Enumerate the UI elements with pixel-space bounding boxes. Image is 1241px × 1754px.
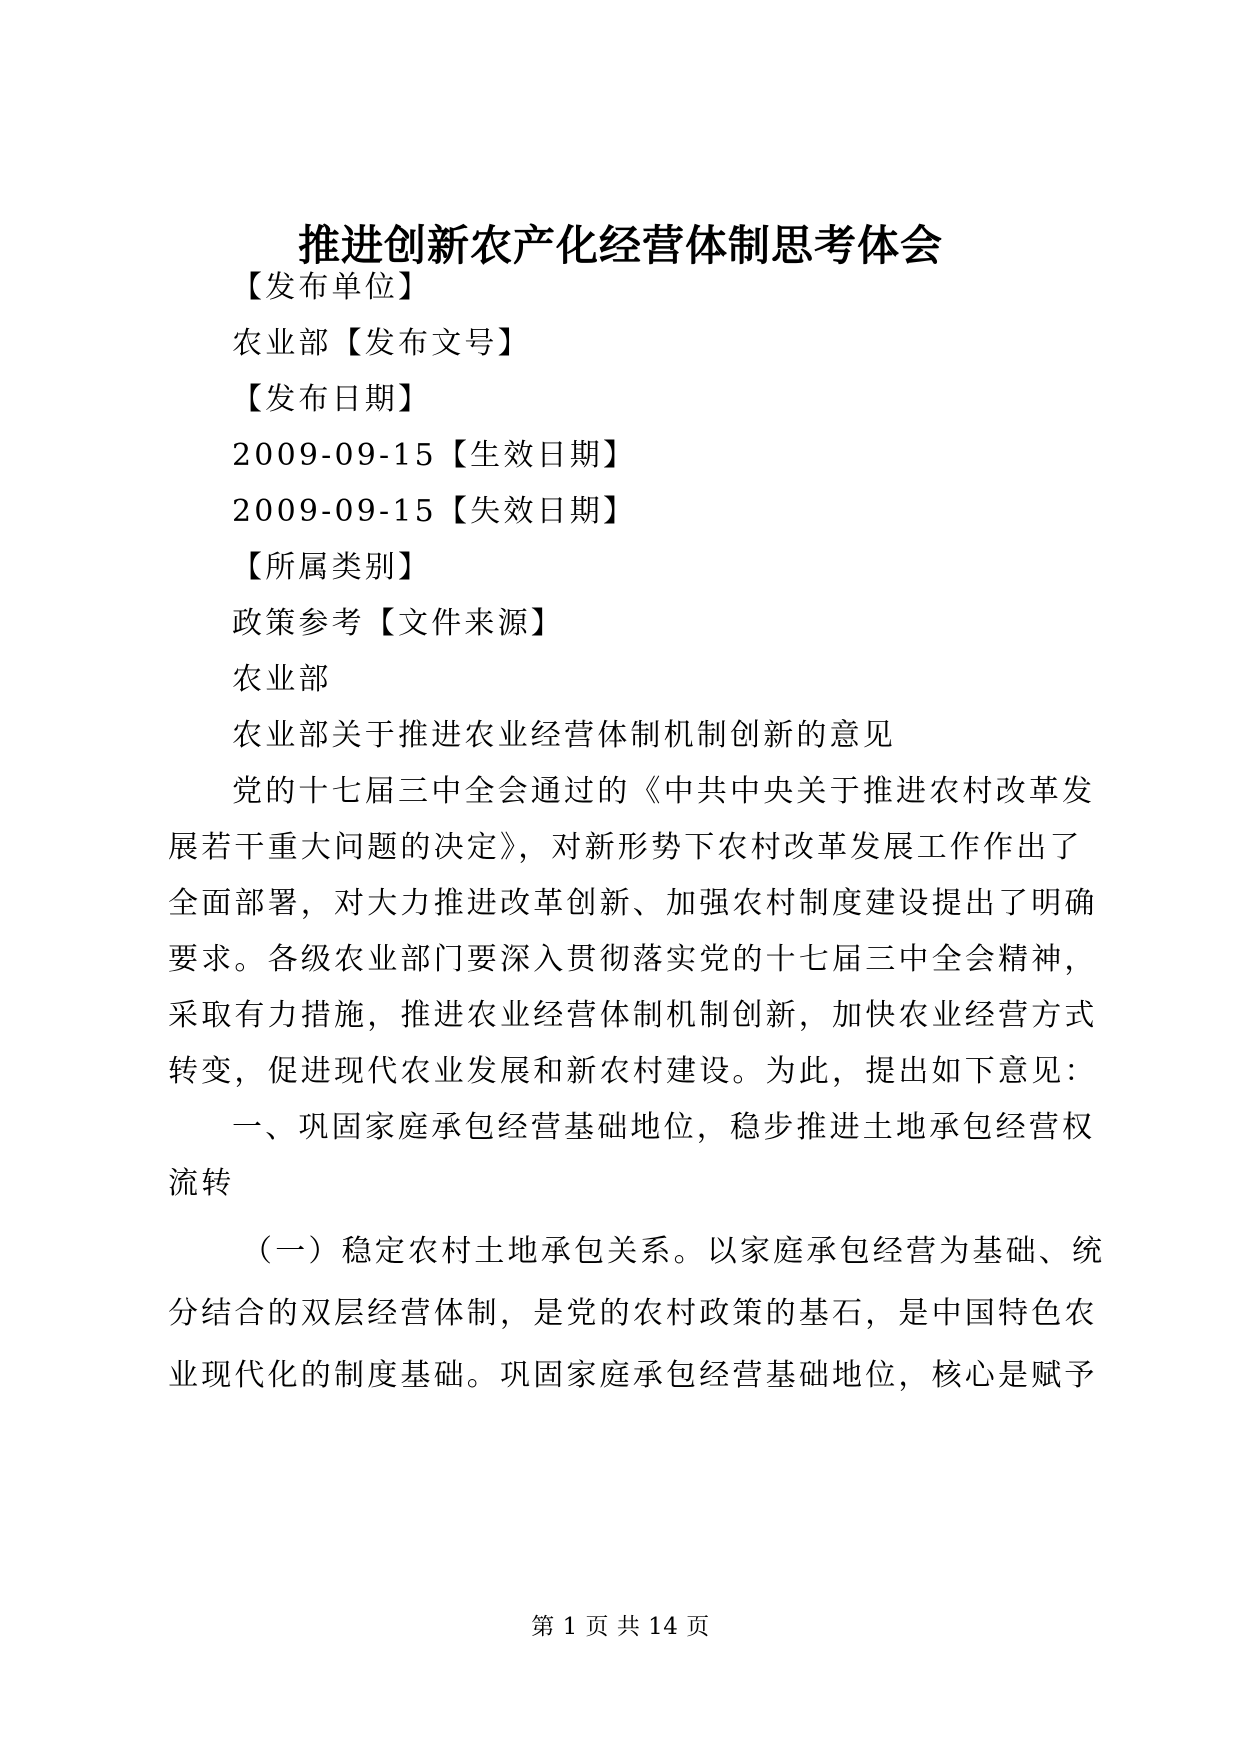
meta-category-source: 政策参考【文件来源】 bbox=[232, 606, 564, 641]
paragraph-line: 要求。各级农业部门要深入贯彻落实党的十七届三中全会精神， bbox=[168, 942, 1098, 977]
paragraph-line: 转变，促进现代农业发展和新农村建设。为此，提出如下意见： bbox=[168, 1054, 1098, 1089]
paragraph-line: 采取有力措施，推进农业经营体制机制创新，加快农业经营方式 bbox=[168, 998, 1098, 1033]
paragraph-line: 党的十七届三中全会通过的《中共中央关于推进农村改革发 bbox=[232, 774, 1096, 809]
page-number-footer: 第 1 页 共 14 页 bbox=[531, 1614, 710, 1640]
meta-source-value: 农业部 bbox=[232, 662, 332, 697]
document-title: 推进创新农产化经营体制思考体会 bbox=[297, 221, 943, 270]
section-heading-line: 流转 bbox=[168, 1166, 235, 1201]
paragraph-line: 分结合的双层经营体制，是党的农村政策的基石，是中国特色农 bbox=[168, 1296, 1098, 1331]
meta-category-label: 【所属类别】 bbox=[232, 550, 432, 585]
meta-expiry-date: 2009-09-15【失效日期】 bbox=[232, 494, 637, 529]
paragraph-line: 全面部署，对大力推进改革创新、加强农村制度建设提出了明确 bbox=[168, 886, 1098, 921]
meta-effective-date: 2009-09-15【生效日期】 bbox=[232, 438, 637, 473]
section-heading-line: 一、巩固家庭承包经营基础地位，稳步推进土地承包经营权 bbox=[232, 1110, 1096, 1145]
document-subject: 农业部关于推进农业经营体制机制创新的意见 bbox=[232, 718, 896, 753]
paragraph-line: 业现代化的制度基础。巩固家庭承包经营基础地位，核心是赋予 bbox=[168, 1358, 1098, 1393]
meta-issue-date-label: 【发布日期】 bbox=[232, 382, 432, 417]
paragraph-line: （一）稳定农村土地承包关系。以家庭承包经营为基础、统 bbox=[242, 1234, 1106, 1269]
meta-issuing-unit-label: 【发布单位】 bbox=[232, 270, 432, 305]
meta-issuer-doc-number: 农业部【发布文号】 bbox=[232, 326, 531, 361]
paragraph-line: 展若干重大问题的决定》，对新形势下农村改革发展工作作出了 bbox=[168, 830, 1083, 865]
